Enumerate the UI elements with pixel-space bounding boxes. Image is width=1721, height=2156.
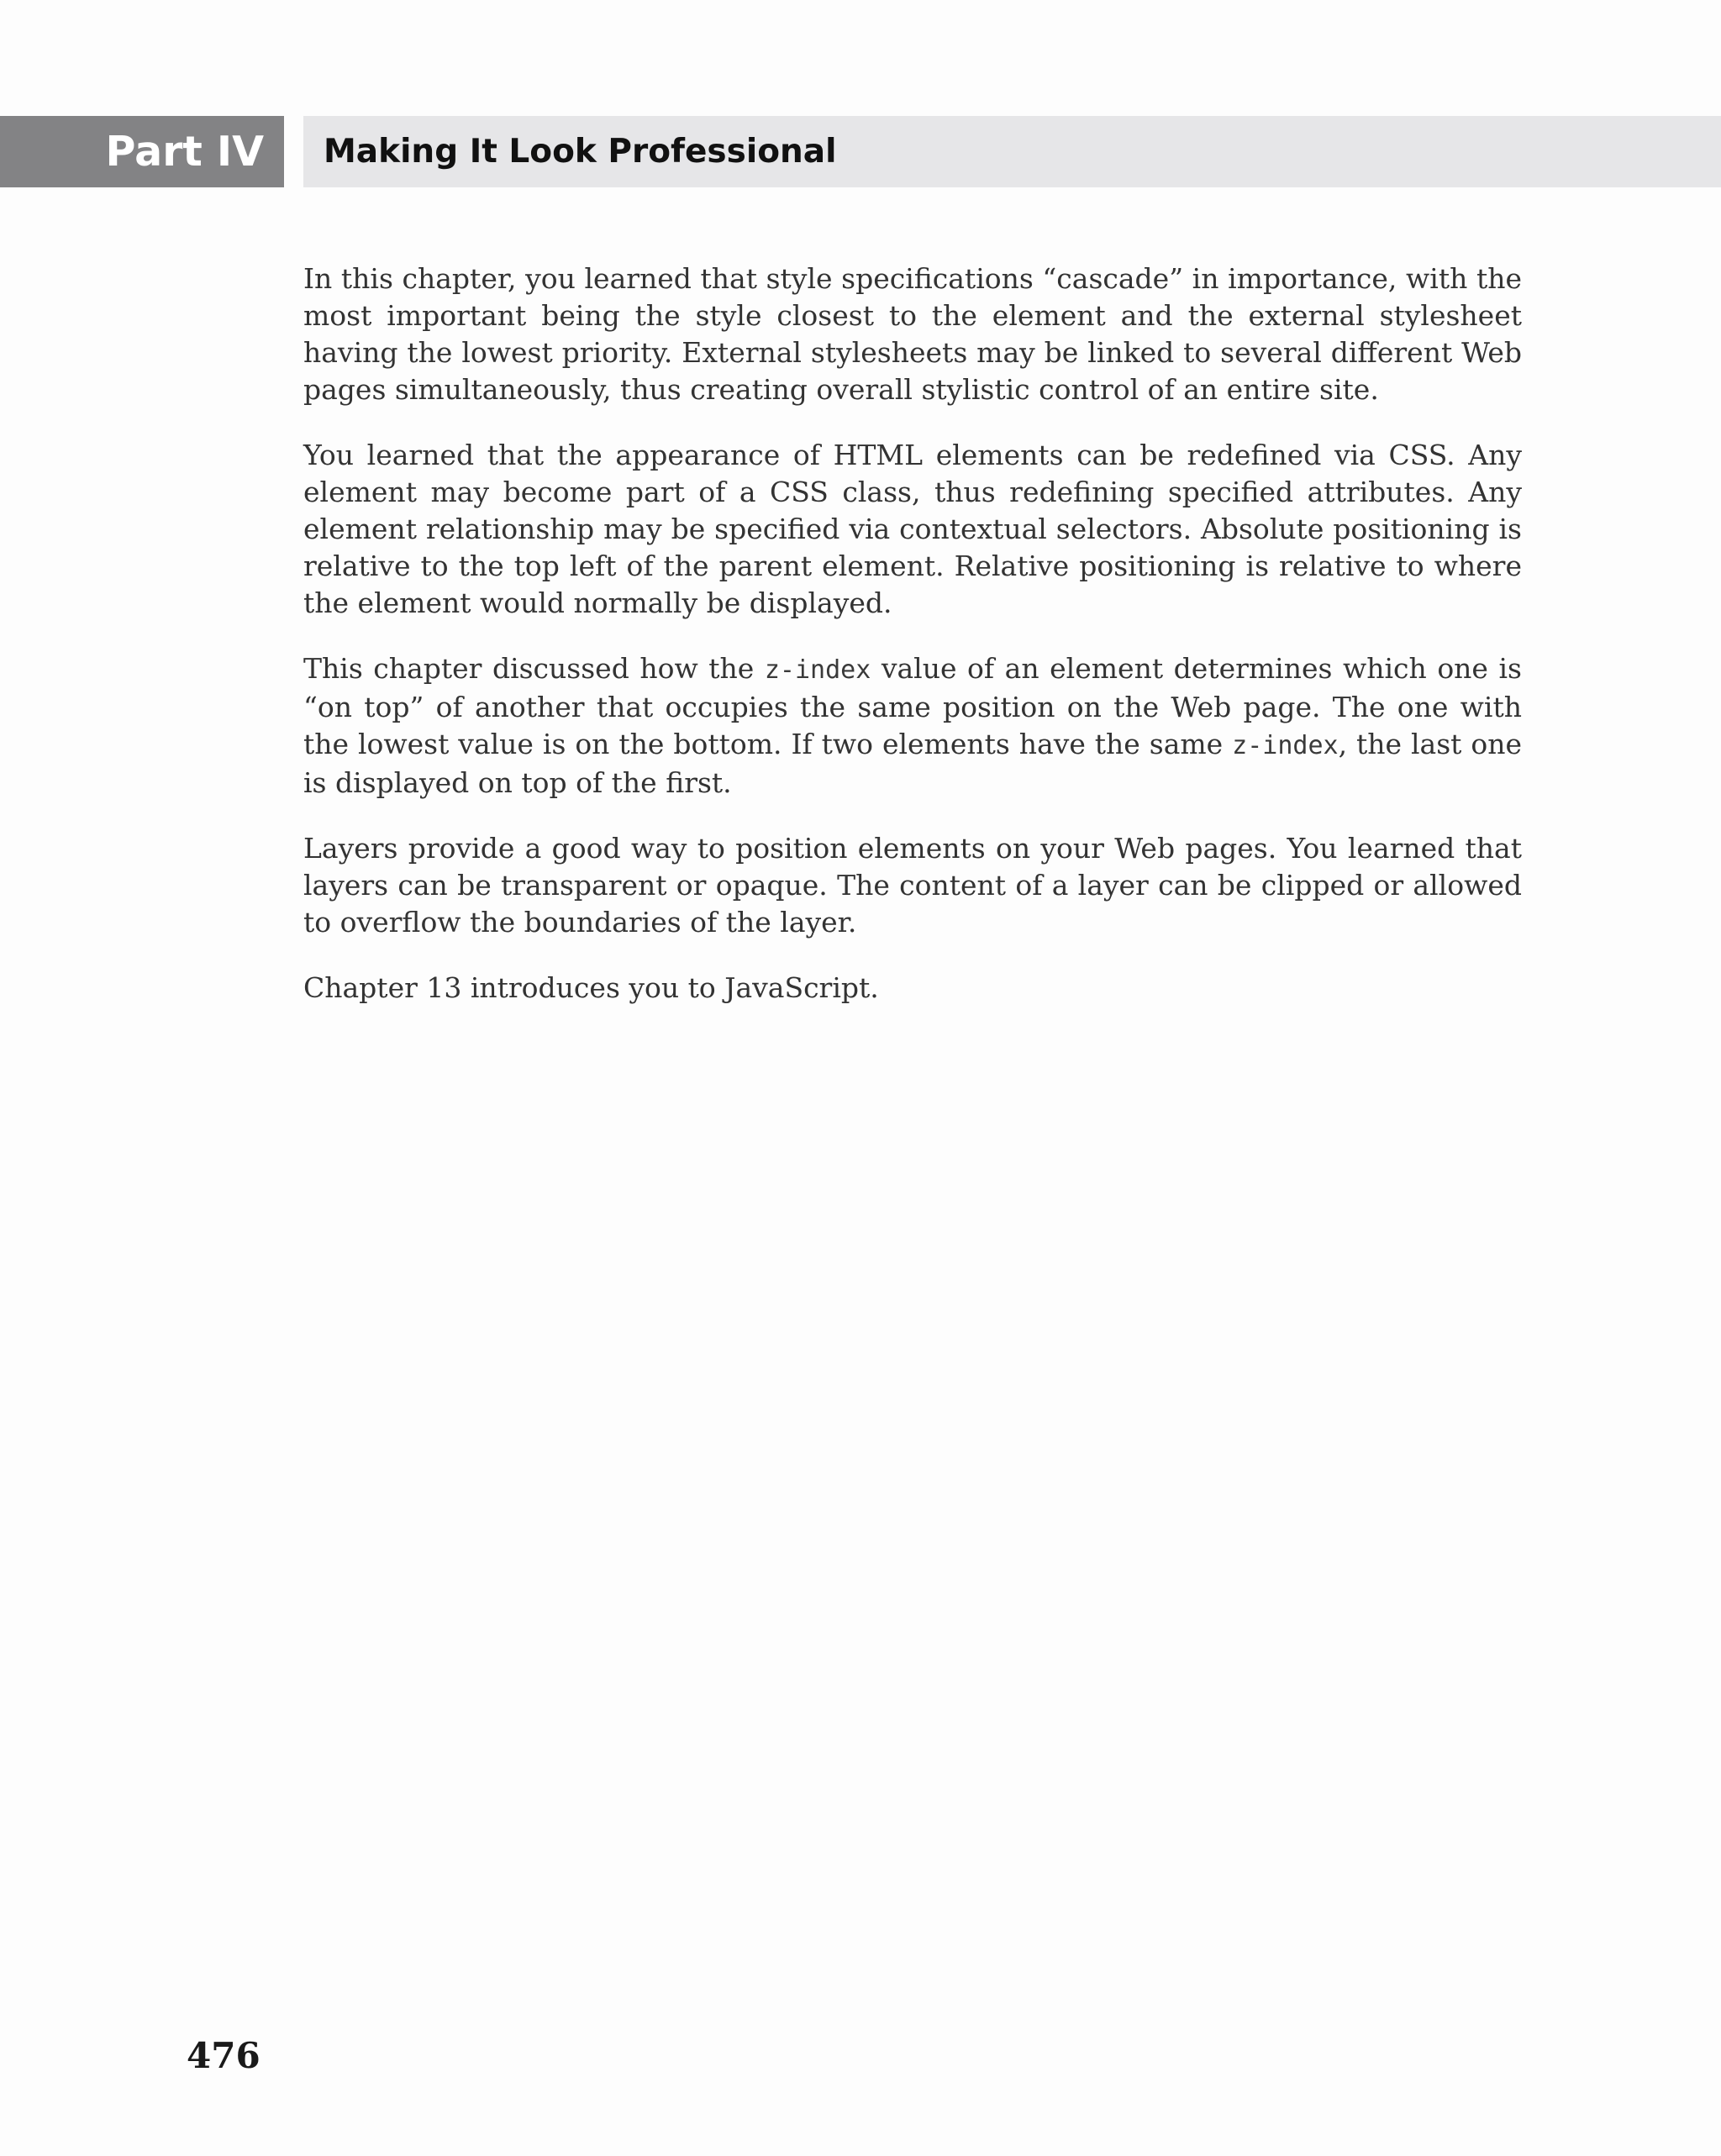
part-tab xyxy=(0,116,284,187)
running-header xyxy=(303,116,1721,187)
z-index-code: z-index xyxy=(764,655,871,685)
paragraph-5: Chapter 13 introduces you to JavaScript. xyxy=(303,971,879,1004)
body-text xyxy=(303,260,1522,1035)
paragraph-4: Layers provide a good way to position elements on your Web pages. You learned that layers can be transparent or opaque. The content of a layer can be clipped or allowed to overflow the boundaries of the layer. xyxy=(303,832,1522,939)
page-number: 476 xyxy=(187,2035,261,2076)
paragraph-3 xyxy=(303,650,1522,802)
paragraph-2: You learned that the appearance of HTML elements can be redefined via CSS. Any element may become part of a CSS class, thus redefining specified attributes. Any element relationship may be specified via contextual selectors. Absolute positioning is relative to the top left of the parent element. Relative positioning is relative to where the element would normally be displayed. xyxy=(303,439,1522,619)
paragraph-3-text-c: , the last one is displayed on top of the first. xyxy=(303,728,1522,799)
paragraph-3-text-a: This chapter discussed how the xyxy=(303,652,765,685)
z-index-code: z-index xyxy=(1232,731,1339,760)
paragraph-1: In this chapter, you learned that style specifications “cascade” in importance, with the most important being the style closest to the element and the external stylesheet having the lowest priority. External stylesheets may be linked to several different Web pages simultaneously, thus creating overall stylistic control of an entire site. xyxy=(303,262,1522,406)
paragraph-3-text-b: value of an element determines which one is “on top” of another that occupies the same position on the Web page. The one with the lowest value is on the bottom. If two elements have the same xyxy=(303,652,1522,760)
running-header-title: Making It Look Professional xyxy=(324,133,837,171)
part-label: Part IV xyxy=(105,128,264,176)
